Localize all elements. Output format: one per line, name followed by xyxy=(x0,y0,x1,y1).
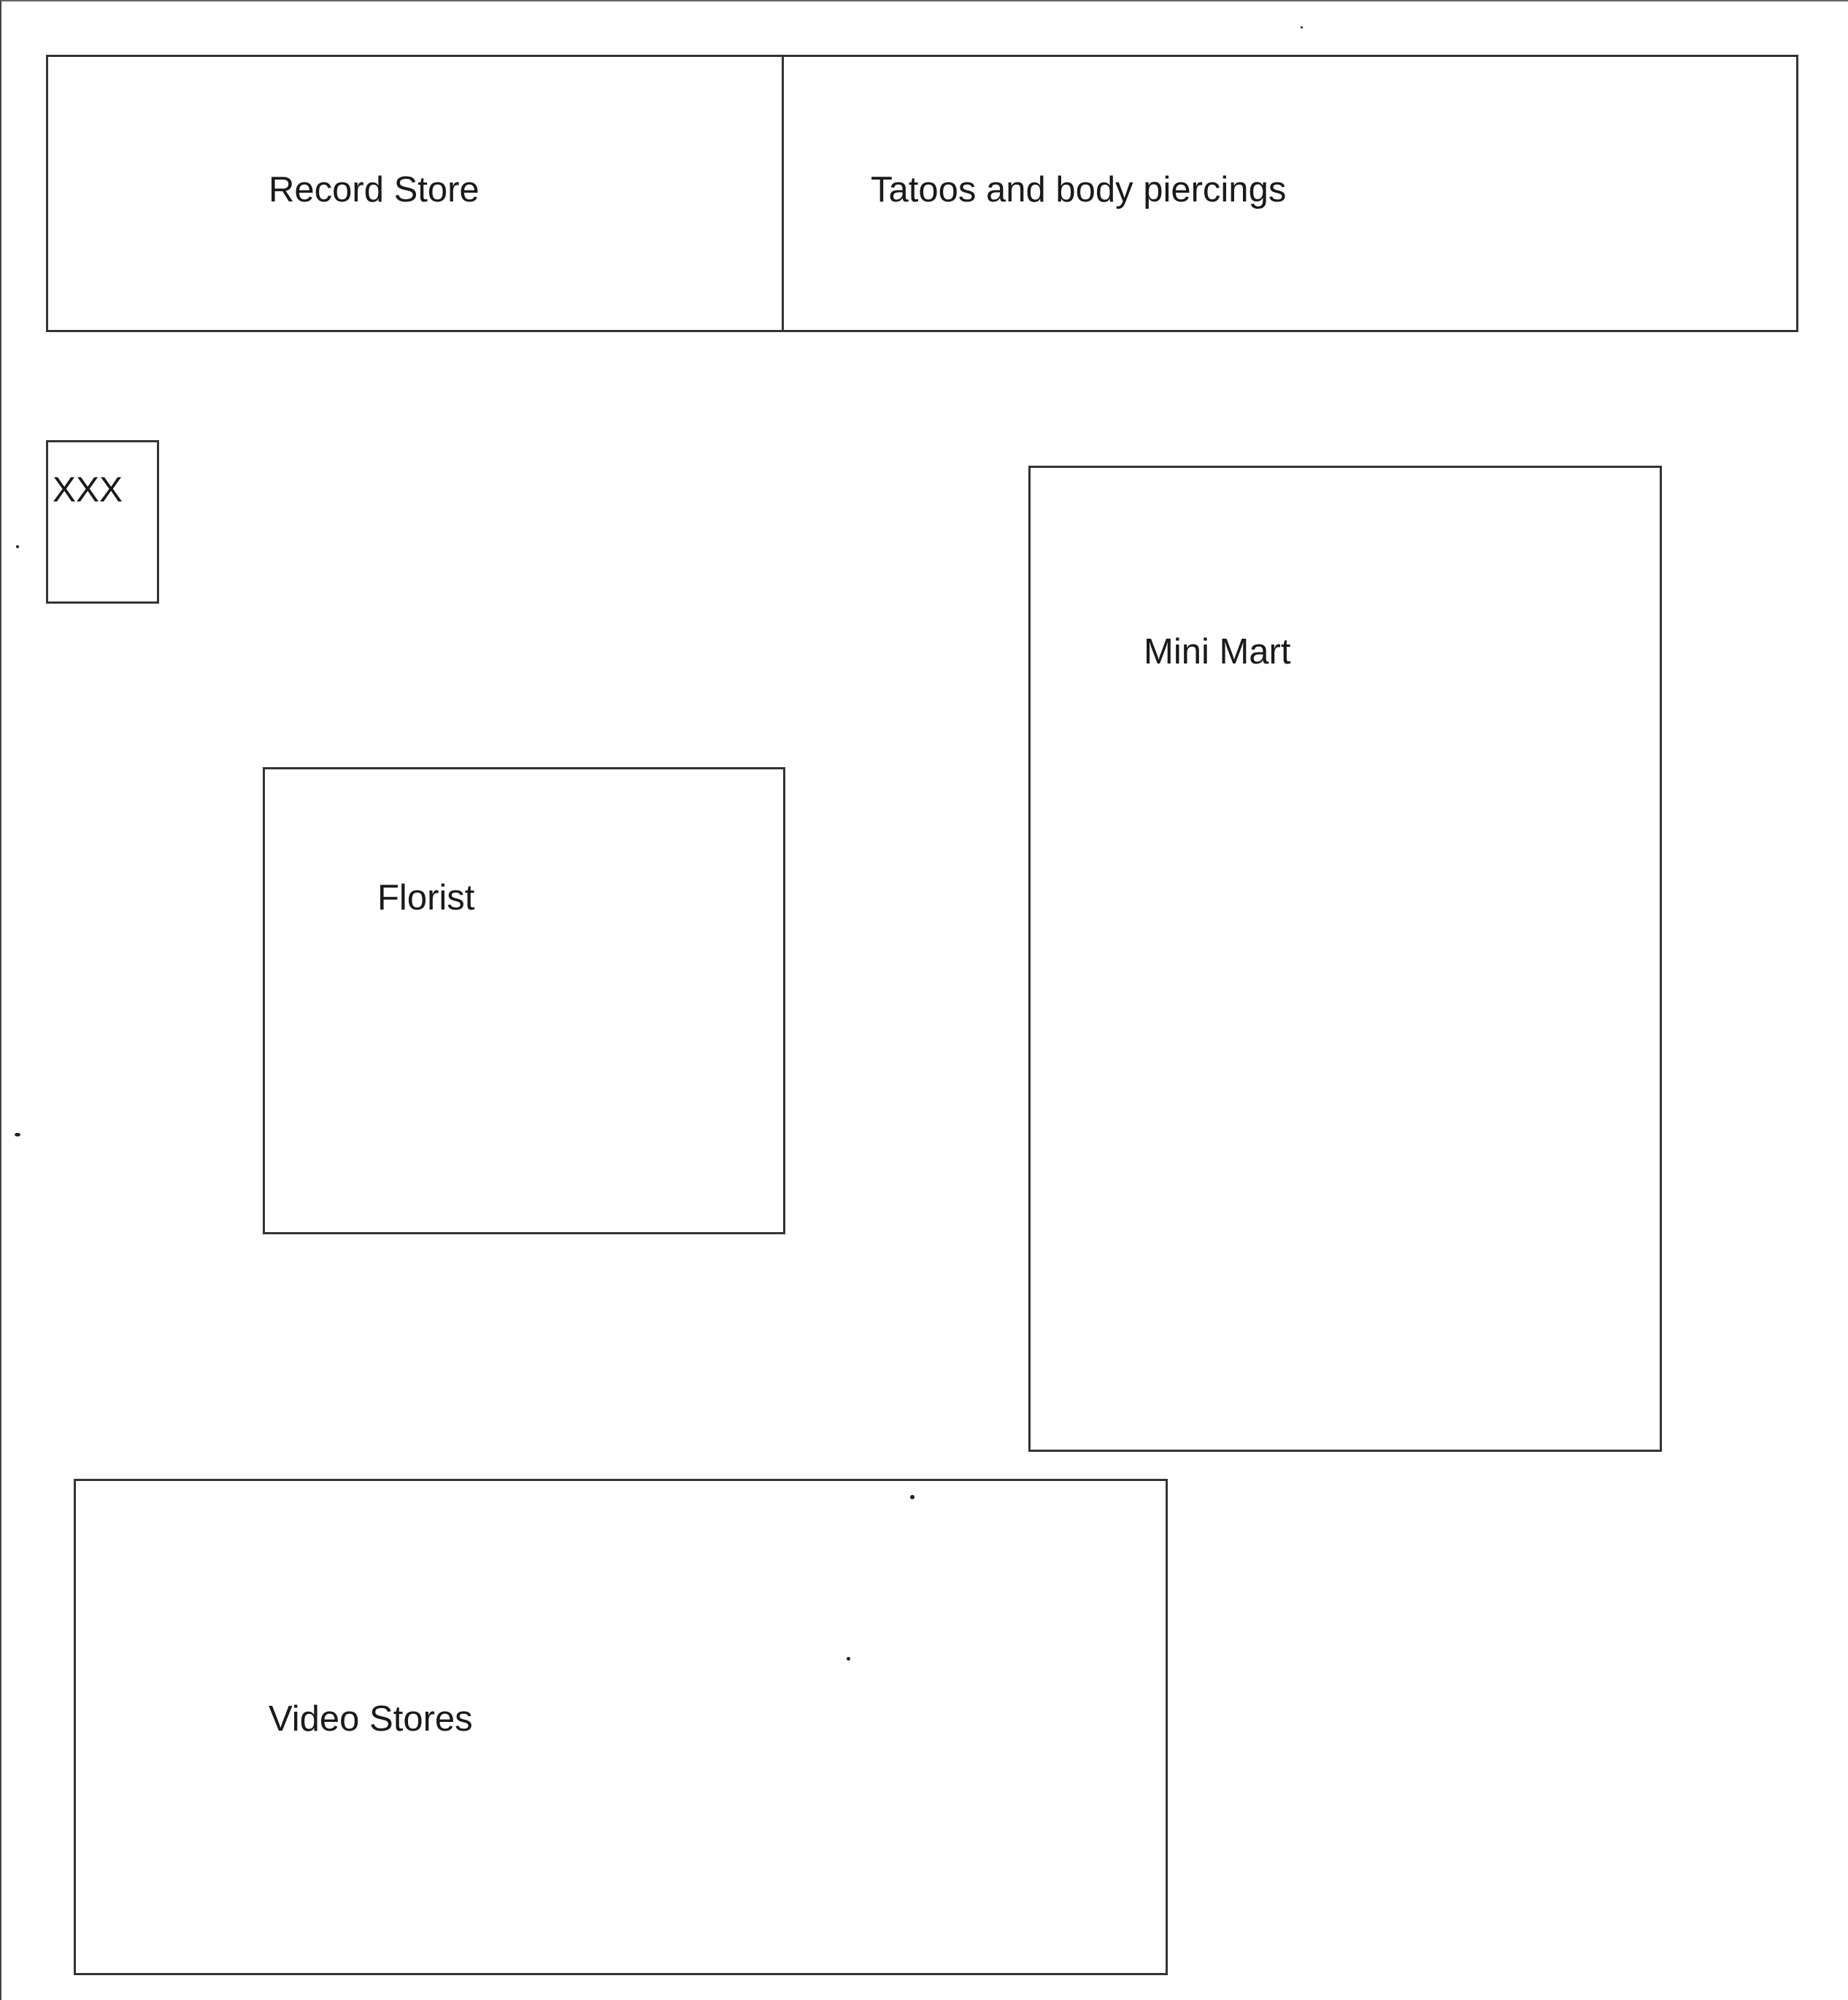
shop-video-stores xyxy=(74,1479,1168,1975)
shop-label-florist: Florist xyxy=(377,878,475,918)
shop-xxx xyxy=(46,440,159,604)
scan-speck xyxy=(16,545,19,548)
shop-record-store xyxy=(46,55,784,332)
shop-label-xxx: XXX xyxy=(53,471,123,509)
scan-speck xyxy=(847,1657,850,1661)
shop-label-video-stores: Video Stores xyxy=(269,1699,473,1739)
shop-tattoo-piercing xyxy=(782,55,1798,332)
scan-speck xyxy=(15,1133,20,1136)
shop-mini-mart xyxy=(1028,466,1662,1452)
shop-florist xyxy=(263,767,785,1234)
shop-label-mini-mart: Mini Mart xyxy=(1144,632,1291,672)
shop-label-tattoo-piercing: Tatoos and body piercings xyxy=(871,170,1287,209)
shop-label-record-store: Record Store xyxy=(269,170,480,209)
scan-speck xyxy=(910,1495,915,1499)
scan-speck xyxy=(1301,26,1303,28)
